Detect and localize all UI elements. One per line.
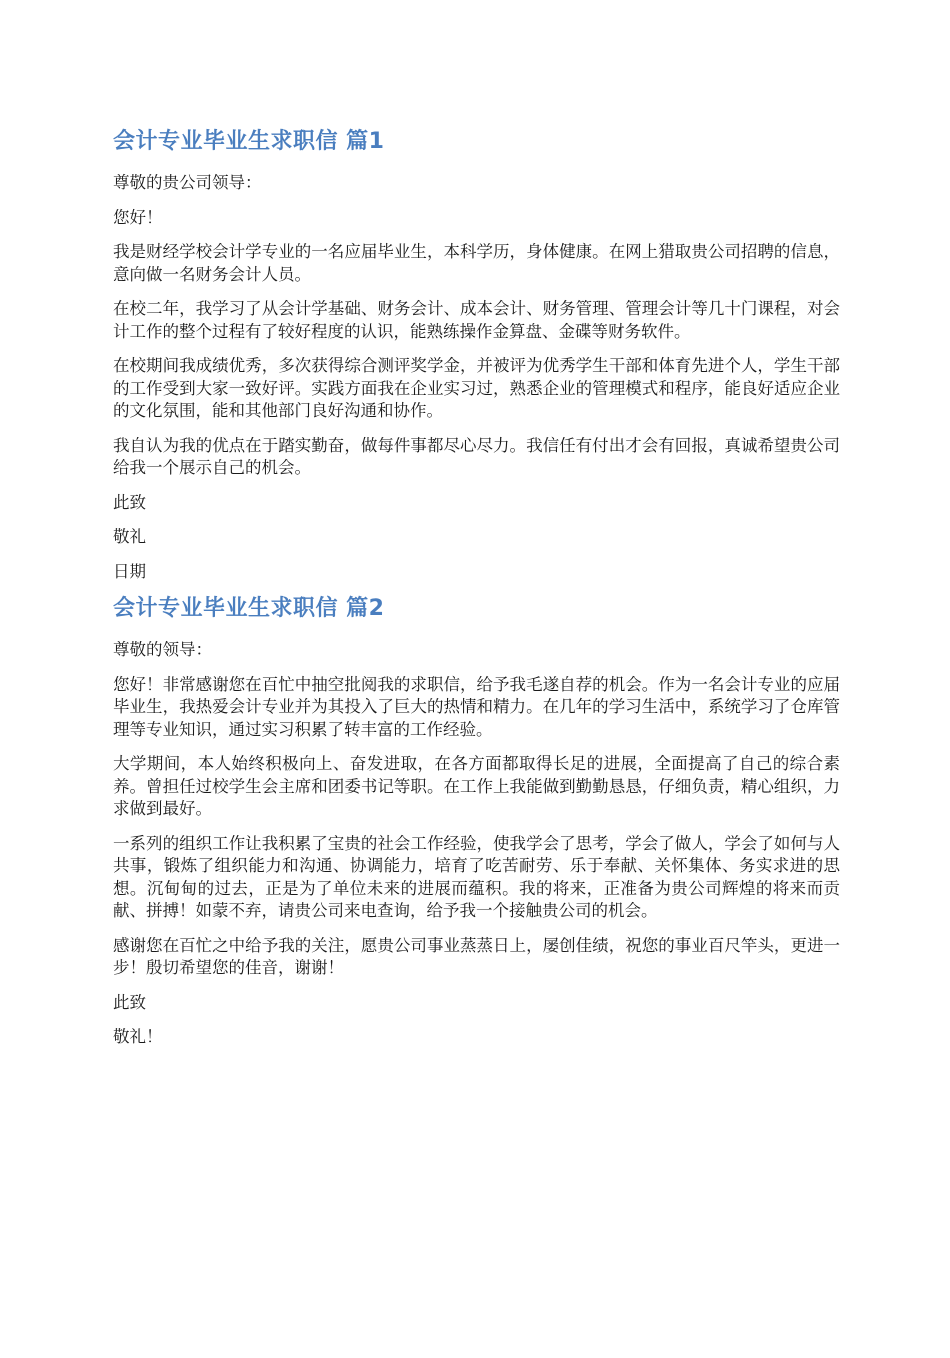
letter-1-body-paragraph: 在校二年，我学习了从会计学基础、财务会计、成本会计、财务管理、管理会计等几十门课程，对会计工作的整个过程有了较好程度的认识，能熟练操作金算盘、金碟等财务软件。 xyxy=(113,299,840,341)
letter-2-body-paragraph: 一系列的组织工作让我积累了宝贵的社会工作经验，使我学会了思考，学会了做人，学会了如何与人共事，锻炼了组织能力和沟通、协调能力，培育了吃苦耐劳、乐于奉献、关怀集体、务实求进的思想。沉甸甸的过去，正是为了单位未来的进展而蕴积。我的将来，正准备为贵公司辉煌的将来而贡献、拼搏！如蒙不弃，请贵公司来电查询，给予我一个接触贵公司的机会。 xyxy=(113,833,840,920)
letter-1 xyxy=(113,128,840,583)
letter-2-body-paragraph: 大学期间，本人始终积极向上、奋发进取，在各方面都取得长足的进展，全面提高了自己的综合素养。曾担任过校学生会主席和团委书记等职。在工作上我能做到勤勤恳恳，仔细负责，精心组织，力求做到最好。 xyxy=(113,754,840,818)
letter-2-closing: 此致 xyxy=(113,992,146,1012)
letter-1-body-paragraph: 我自认为我的优点在于踏实勤奋，做每件事都尽心尽力。我信任有付出才会有回报，真诚希望贵公司给我一个展示自己的机会。 xyxy=(113,435,840,477)
document-page xyxy=(0,128,950,1358)
letter-1-body-paragraph: 在校期间我成绩优秀，多次获得综合测评奖学金，并被评为优秀学生干部和体育先进个人，学生干部的工作受到大家一致好评。实践方面我在企业实习过，熟悉企业的管理模式和程序，能良好适应企业的文化氛围，能和其他部门良好沟通和协作。 xyxy=(113,356,840,420)
letter-2-body-paragraph: 感谢您在百忙之中给予我的关注，愿贵公司事业蒸蒸日上，屡创佳绩，祝您的事业百尺竿头，更进一步！殷切希望您的佳音，谢谢！ xyxy=(113,935,840,977)
letter-2-body-paragraph: 您好！非常感谢您在百忙中抽空批阅我的求职信，给予我毛遂自荐的机会。作为一名会计专业的应届毕业生，我热爱会计专业并为其投入了巨大的热情和精力。在几年的学习生活中，系统学习了仓库管理等专业知识，通过实习积累了转丰富的工作经验。 xyxy=(113,674,840,739)
letter-2-title: 会计专业毕业生求职信 篇2 xyxy=(113,596,385,621)
letter-1-regards: 敬礼 xyxy=(113,527,146,546)
letter-1-salutation: 尊敬的贵公司领导： xyxy=(113,173,262,192)
letter-1-greeting: 您好！ xyxy=(113,207,163,227)
letter-2-regards: 敬礼！ xyxy=(113,1027,163,1046)
letter-1-body-paragraph: 我是财经学校会计学专业的一名应届毕业生，本科学历，身体健康。在网上猎取贵公司招聘的信息，意向做一名财务会计人员。 xyxy=(113,242,840,284)
letter-1-closing: 此致 xyxy=(113,492,146,512)
letter-1-date: 日期 xyxy=(113,561,146,581)
letter-1-title: 会计专业毕业生求职信 篇1 xyxy=(113,129,385,154)
letter-2 xyxy=(113,595,840,1049)
letter-2-salutation: 尊敬的领导： xyxy=(113,640,212,659)
